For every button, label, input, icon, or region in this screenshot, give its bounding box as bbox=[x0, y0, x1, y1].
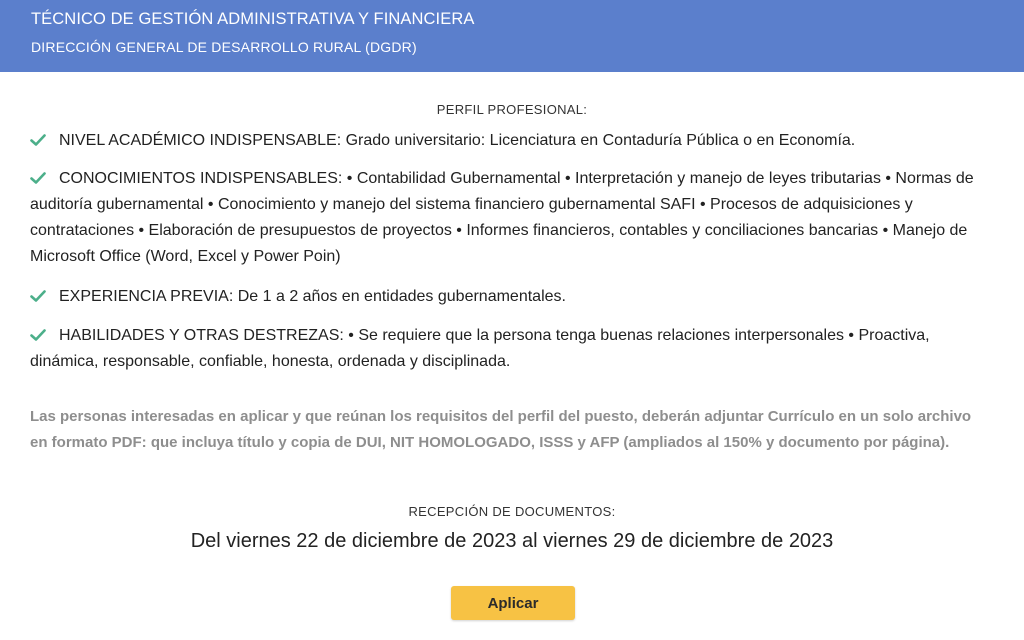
requirement-knowledge bbox=[30, 166, 980, 270]
requirement-label: EXPERIENCIA PREVIA: bbox=[59, 288, 234, 305]
page-header bbox=[0, 0, 1024, 72]
requirement-label: NIVEL ACADÉMICO INDISPENSABLE: bbox=[59, 132, 342, 149]
check-icon bbox=[30, 134, 46, 146]
requirement-text: Grado universitario: Licenciatura en Contaduría Pública o en Economía. bbox=[341, 132, 856, 149]
requirement-text: • Se requiere que la persona tenga buenas relaciones interpersonales • Proactiva, dinámica, responsable, confiable, honesta, ordenada y disciplinada. bbox=[30, 327, 930, 370]
check-icon bbox=[30, 329, 46, 341]
requirement-text: De 1 a 2 años en entidades gubernamentales. bbox=[233, 288, 566, 305]
job-title: TÉCNICO DE GESTIÓN ADMINISTRATIVA Y FINANCIERA bbox=[31, 10, 475, 28]
requirement-text: • Contabilidad Gubernamental • Interpretación y manejo de leyes tributarias • Normas de auditoría gubernamental • Conocimiento y manejo del sistema financiero gubernamental SAFI • Procesos de adquisiciones y contrataciones • Elaboración de presupuestos de proyectos • Informes financieros, contables y conciliaciones bancarias • Manejo de Microsoft Office (Word, Excel y Power Poin) bbox=[30, 170, 974, 265]
requirement-experience bbox=[30, 284, 980, 310]
department-name: DIRECCIÓN GENERAL DE DESARROLLO RURAL (DGDR) bbox=[31, 39, 417, 55]
requirement-label: HABILIDADES Y OTRAS DESTREZAS: bbox=[59, 327, 344, 344]
requirement-label: CONOCIMIENTOS INDISPENSABLES: bbox=[59, 170, 343, 187]
check-icon bbox=[30, 290, 46, 302]
check-icon bbox=[30, 172, 46, 184]
requirement-skills bbox=[30, 323, 980, 375]
application-notice: Las personas interesadas en aplicar y que reúnan los requisitos del perfil del puesto, deberán adjuntar Currículo en un solo archivo en formato PDF: que incluya título y copia de DUI, NIT HOMOLOGADO, ISSS y AFP (ampliados al 150% y documento por página). bbox=[30, 408, 972, 451]
reception-label: RECEPCIÓN DE DOCUMENTOS: bbox=[408, 504, 616, 519]
profile-section-title: PERFIL PROFESIONAL: bbox=[436, 102, 588, 117]
reception-dates: Del viernes 22 de diciembre de 2023 al viernes 29 de diciembre de 2023 bbox=[190, 530, 834, 552]
requirement-academic bbox=[30, 128, 980, 154]
apply-button[interactable]: Aplicar bbox=[451, 586, 575, 620]
